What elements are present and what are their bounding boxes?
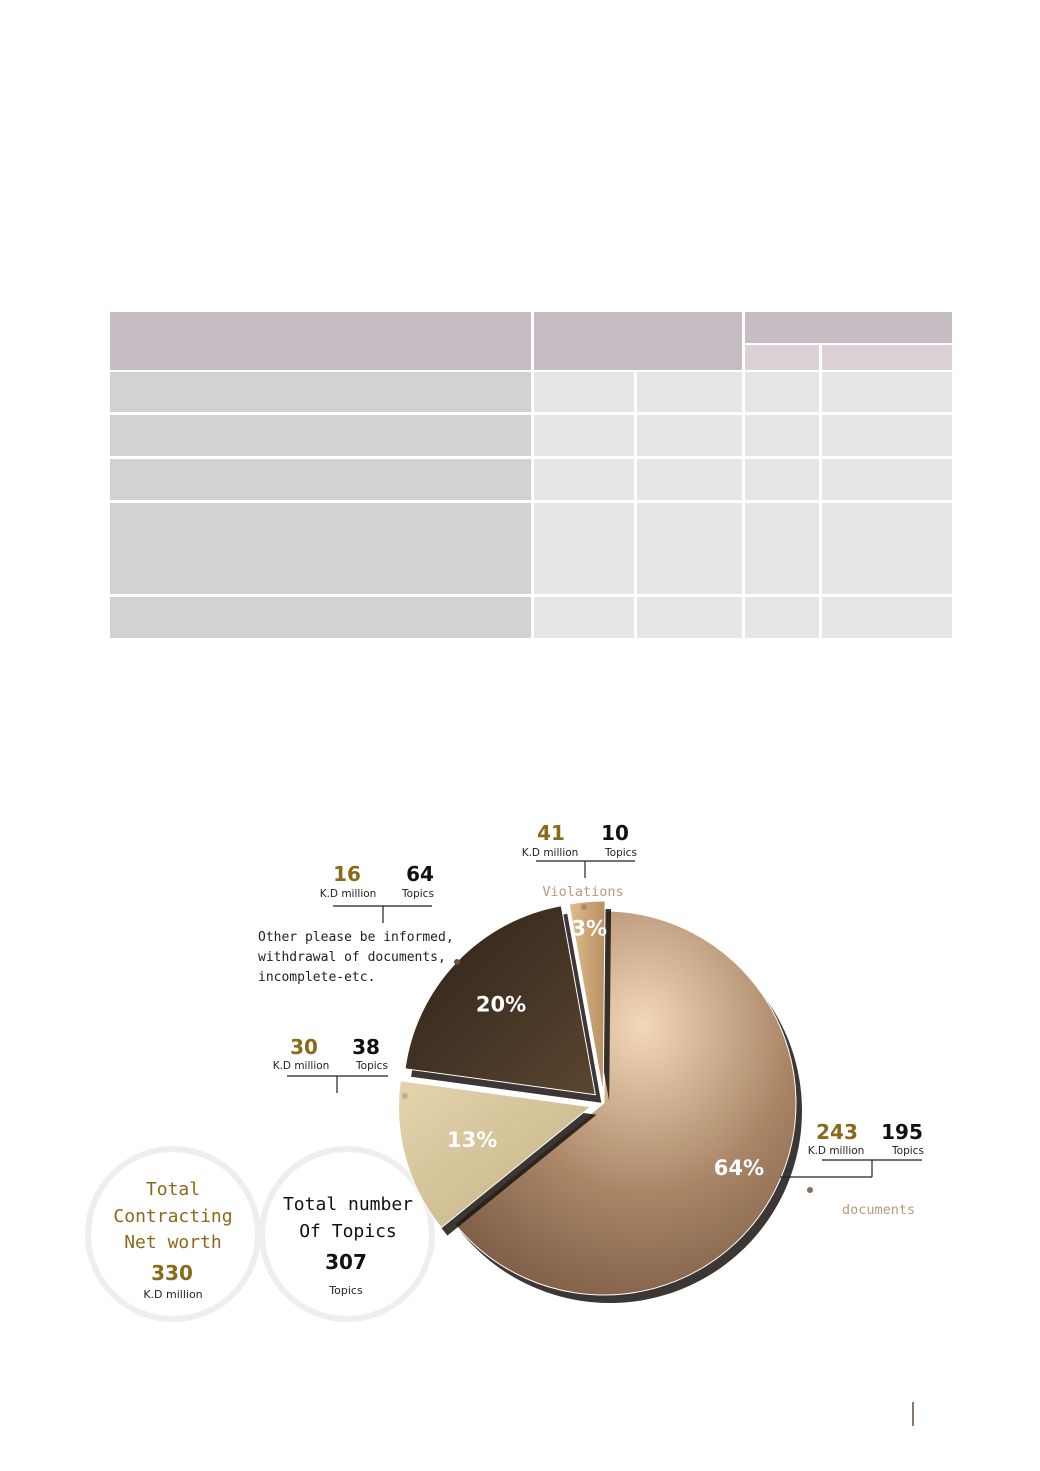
contracting-topics-unit: Topics xyxy=(356,1060,388,1072)
violations-kd-unit: K.D million xyxy=(521,847,579,859)
pie-percent-label-other: 20% xyxy=(475,992,527,1017)
table-row-label-cell xyxy=(110,597,531,638)
table-header-cell xyxy=(534,312,742,370)
callout-dot xyxy=(581,904,587,910)
table-cell xyxy=(822,372,952,412)
violations-label: Violations xyxy=(542,884,624,900)
violations-topics-value: 10 xyxy=(601,821,629,845)
table-cell xyxy=(637,597,742,638)
documents-label: documents xyxy=(842,1202,916,1218)
table-cell xyxy=(534,503,634,594)
callout-contracting xyxy=(273,1035,408,1099)
table-cell xyxy=(745,459,819,500)
contracting-topics-value: 38 xyxy=(352,1035,380,1059)
documents-kd-value: 243 xyxy=(816,1120,858,1144)
table-row-label-cell xyxy=(110,372,531,412)
table-cell xyxy=(745,415,819,456)
callout-dot xyxy=(807,1187,813,1193)
other-topics-unit: Topics xyxy=(402,888,434,900)
table-cell xyxy=(637,503,742,594)
callout-other xyxy=(258,862,460,985)
other-label-line: Other please be informed, xyxy=(258,930,454,945)
table-cell xyxy=(534,415,634,456)
other-topics-value: 64 xyxy=(406,862,434,886)
topics-unit: Topics xyxy=(329,1284,363,1297)
pie-percent-label-contracting: 13% xyxy=(447,1127,498,1152)
violations-kd-value: 41 xyxy=(537,821,565,845)
net-worth-title-line: Net worth xyxy=(124,1232,222,1253)
pie-percent-label-documents: 64% xyxy=(713,1156,764,1181)
net-worth-unit: K.D million xyxy=(143,1288,203,1301)
callout-documents xyxy=(780,1120,924,1218)
table-cell xyxy=(637,372,742,412)
table-cell xyxy=(822,597,952,638)
net-worth-title-line: Contracting xyxy=(113,1206,233,1227)
table-header-cell xyxy=(745,312,952,343)
table-cell xyxy=(745,503,819,594)
table-cell xyxy=(534,372,634,412)
topics-value: 307 xyxy=(325,1250,367,1274)
documents-topics-value: 195 xyxy=(881,1120,923,1144)
net-worth-title-line: Total xyxy=(145,1179,201,1200)
table-cell xyxy=(534,459,634,500)
table-subheader-cell xyxy=(822,345,952,370)
table-cell xyxy=(637,415,742,456)
table-cell xyxy=(534,597,634,638)
other-kd-value: 16 xyxy=(333,862,361,886)
page-marker xyxy=(912,1402,914,1426)
callout-dot xyxy=(402,1093,408,1099)
other-kd-unit: K.D million xyxy=(319,888,377,900)
table-cell xyxy=(745,597,819,638)
other-label-line: incomplete-etc. xyxy=(258,970,376,985)
table-cell xyxy=(822,503,952,594)
documents-kd-unit: K.D million xyxy=(807,1145,865,1157)
table-header-cell xyxy=(110,312,531,370)
violations-topics-unit: Topics xyxy=(605,847,637,859)
contracting-kd-value: 30 xyxy=(290,1035,318,1059)
pie-percent-label-violations: 3% xyxy=(571,916,608,941)
contracting-kd-unit: K.D million xyxy=(272,1060,330,1072)
topics-title-line: Total number xyxy=(282,1194,414,1215)
other-label-line: withdrawal of documents, xyxy=(258,950,446,965)
callout-dot xyxy=(454,959,460,965)
documents-topics-unit: Topics xyxy=(892,1145,924,1157)
data-table xyxy=(110,312,952,638)
table-row-label-cell xyxy=(110,415,531,456)
table-cell xyxy=(822,459,952,500)
table-subheader-cell xyxy=(745,345,819,370)
table-row-label-cell xyxy=(110,503,531,594)
net-worth-value: 330 xyxy=(151,1261,193,1285)
table-row-label-cell xyxy=(110,459,531,500)
callout-violations xyxy=(522,821,637,910)
pie-chart xyxy=(0,780,1040,1340)
table-cell xyxy=(637,459,742,500)
table-cell xyxy=(745,372,819,412)
topics-title-line: Of Topics xyxy=(299,1221,397,1242)
table-cell xyxy=(822,415,952,456)
